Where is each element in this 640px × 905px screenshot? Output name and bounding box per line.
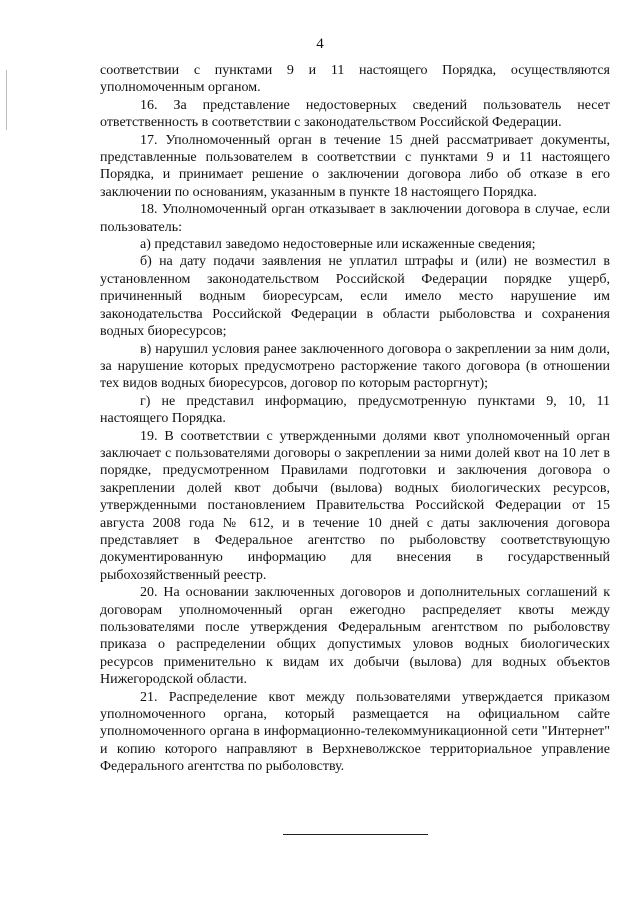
paragraph-16: 16. За представление недостоверных сведений пользователь несет ответственность в соответствии с законодательством Российской Федерации. bbox=[100, 97, 610, 131]
document-body bbox=[100, 62, 610, 776]
paragraph-18: 18. Уполномоченный орган отказывает в заключении договора в случае, если пользователь: bbox=[100, 202, 610, 235]
paragraph-21: 21. Распределение квот между пользователями утверждается приказом уполномоченного органа, который размещается на официальном сайте уполномоченного органа в информационно-телекоммуникационной сети "Интернет" и копию которого направляют в Верхневолжское территориальное управление Федерального агентства по рыболовству. bbox=[100, 689, 610, 775]
list-item-g: г) не представил информацию, предусмотренную пунктами 9, 10, 11 настоящего Порядка. bbox=[100, 393, 610, 427]
list-item-a: а) представил заведомо недостоверные или искаженные сведения; bbox=[140, 237, 536, 253]
list-item-b: б) на дату подачи заявления не уплатил штрафы и (или) не возместил в установленном законодательством Российской Федерации порядке ущерб, причиненный водным биоресурсам, если имело место нарушение им законодательства Российской Федерации в области рыболовства и сохранения водных биоресурсов; bbox=[100, 254, 610, 340]
list-item-v: в) нарушил условия ранее заключенного договора о закреплении за ним доли, за нарушение которых предусмотрено расторжение такого договора (в отношении тех видов водных биоресурсов, договор по которым расторгнут); bbox=[100, 341, 610, 392]
scan-edge-mark bbox=[6, 70, 7, 130]
end-divider-line bbox=[283, 834, 428, 835]
paragraph-17: 17. Уполномоченный орган в течение 15 дней рассматривает документы, представленные пользователем в соответствии с пунктами 9 и 11 настоящего Порядка, и принимает решение о заключении договора либо об отказе в его заключении по основаниям, указанным в пункте 18 настоящего Порядка. bbox=[100, 132, 610, 200]
page-number: 4 bbox=[316, 36, 324, 52]
paragraph-continuation: соответствии с пунктами 9 и 11 настоящего Порядка, осуществляются уполномоченным органом. bbox=[100, 63, 610, 96]
paragraph-20: 20. На основании заключенных договоров и дополнительных соглашений к договорам уполномоченный орган ежегодно распределяет квоты между пользователями после утверждения Федеральным агентством по рыболовству приказа о распределении общих допустимых уловов водных биологических ресурсов применительно к видам их добычи (вылова) для водных объектов Нижегородской области. bbox=[100, 585, 610, 688]
paragraph-19: 19. В соответствии с утвержденными долями квот уполномоченный орган заключает с пользователями договоры о закреплении за ними долей квот на 10 лет в порядке, предусмотренном Правилами подготовки и заключения договора о закреплении долей квот добычи (вылова) водных биологических ресурсов, утвержденными постановлением Правительства Российской Федерации от 15 августа 2008 года № 612, и в течение 10 дней с даты заключения договора представляет в Федеральное агентство по рыболовству соответствующую документированную информацию для внесения в государственный рыбохозяйственный реестр. bbox=[100, 428, 610, 583]
